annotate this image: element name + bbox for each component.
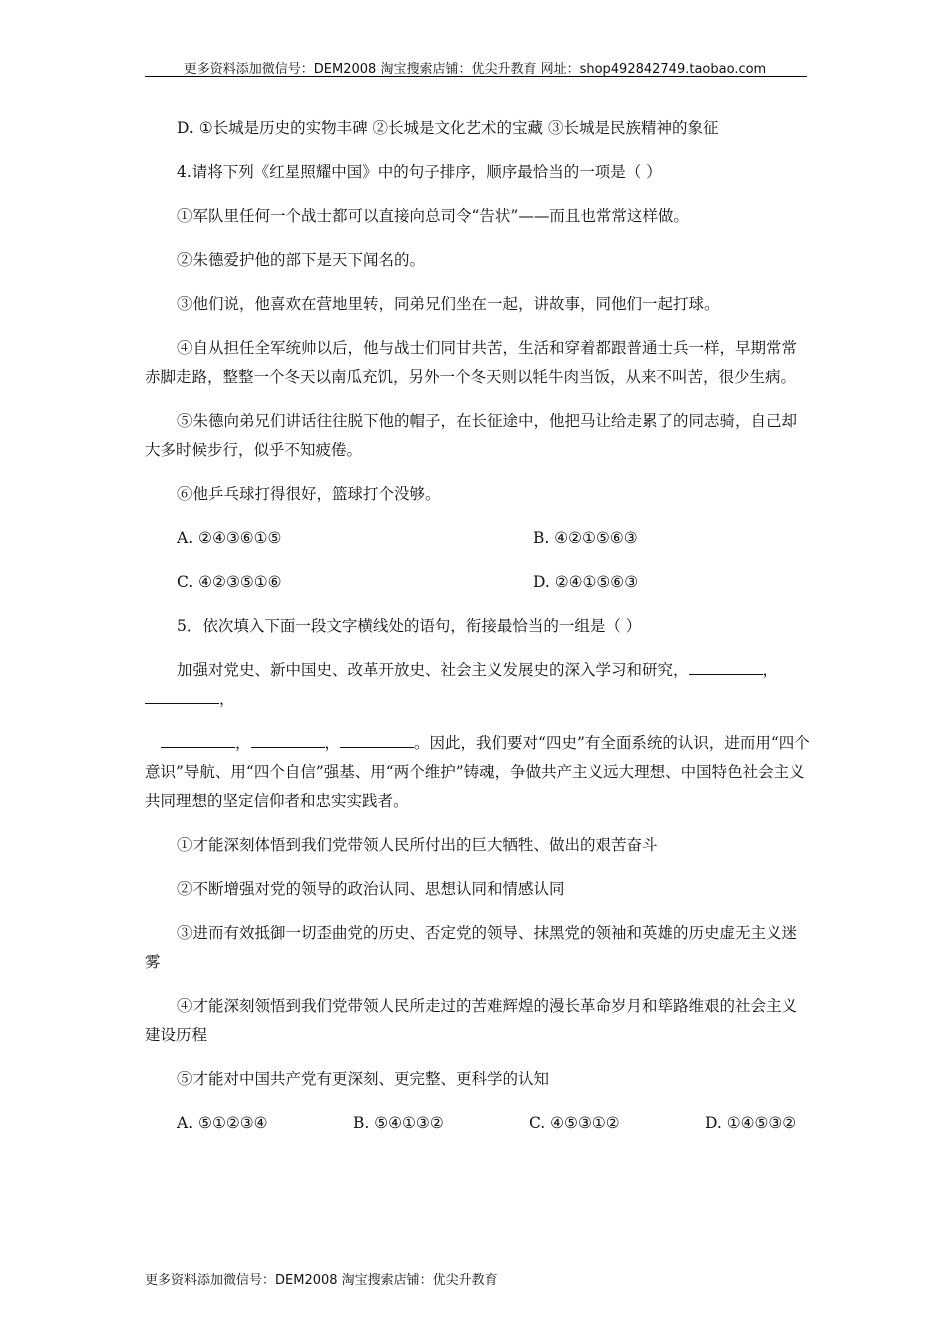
- q5-sentence-2: ②不断增强对党的领导的政治认同、思想认同和情感认同: [177, 880, 565, 898]
- q5-blank-3: [161, 733, 235, 748]
- q5-sentence-4: ④才能深刻领悟到我们党带领人民所走过的苦难辉煌的漫长革命岁月和筚路维艰的社会主义建设历程: [145, 997, 798, 1044]
- q4-sentence-3: ③他们说，他喜欢在营地里转，同弟兄们坐在一起，讲故事，同他们一起打球。: [177, 295, 720, 313]
- q5-blank-1: [689, 660, 763, 675]
- q5-passage-start: 加强对党史、新中国史、改革开放史、社会主义发展史的深入学习和研究，: [177, 661, 689, 679]
- q5-stem: 5．依次填入下面一段文字横线处的语句，衔接最恰当的一组是（ ）: [177, 617, 642, 635]
- q5-sentence-1: ①才能深刻体悟到我们党带领人民所付出的巨大牺牲、做出的艰苦奋斗: [177, 836, 658, 854]
- q5-sentence-5: ⑤才能对中国共产党有更深刻、更完整、更科学的认知: [177, 1070, 550, 1088]
- q5-option-b: B. ⑤④①③②: [353, 1114, 444, 1132]
- q5-sentence-3: ③进而有效抵御一切歪曲党的历史、否定党的领导、抹黑党的领袖和英雄的历史虚无主义迷雾: [145, 924, 798, 971]
- q5-blank-5: [340, 733, 414, 748]
- q5-passage-line-2: [145, 729, 810, 816]
- q5-options: [145, 1109, 810, 1138]
- q5-comma: ，: [762, 661, 779, 679]
- q4-option-c: C. ④②③⑤①⑥: [177, 573, 282, 591]
- q4-sentence-5: ⑤朱德向弟兄们讲话往往脱下他的帽子，在长征途中，他把马让给走累了的同志骑，自己却大多时候步行，似乎不知疲倦。: [145, 412, 798, 459]
- q4-option-d: D. ②④①⑤⑥③: [533, 573, 639, 591]
- q4-options-row-2: [145, 568, 810, 597]
- q4-options-row-1: [145, 524, 810, 553]
- q5-comma: ，: [324, 734, 341, 752]
- q5-blank-4: [251, 733, 325, 748]
- q5-comma: ，: [235, 734, 251, 752]
- document-body: [145, 114, 810, 1138]
- q4-stem: 4.请将下列《红星照耀中国》中的句子排序，顺序最恰当的一项是（ ）: [177, 163, 662, 181]
- q4-sentence-2: ②朱德爱护他的部下是天下闻名的。: [177, 251, 426, 269]
- header-divider: [145, 76, 807, 77]
- q5-option-d: D. ①④⑤③②: [705, 1114, 797, 1132]
- q5-option-a: A. ⑤①②③④: [177, 1114, 268, 1132]
- q4-option-b: B. ④②①⑤⑥③: [533, 529, 638, 547]
- q4-sentence-4: ④自从担任全军统帅以后，他与战士们同甘共苦，生活和穿着都跟普通士兵一样，早期常常赤脚走路，整整一个冬天以南瓜充饥，另外一个冬天则以牦牛肉当饭，从来不叫苦，很少生病。: [145, 339, 798, 386]
- page-footer: 更多资料添加微信号：DEM2008 淘宝搜索店铺：优尖升教育: [145, 1273, 498, 1288]
- q5-passage-end: 。因此，我们要对“四史”有全面系统的认识，进而用“四个意识”导航、用“四个自信”强基、用“两个维护”铸魂，争做共产主义远大理想、中国特色社会主义共同理想的坚定信仰者和忠实实践者。: [145, 734, 810, 810]
- q4-sentence-1: ①军队里任何一个战士都可以直接向总司令“告状”——而且也常常这样做。: [177, 207, 689, 225]
- q5-comma: ，: [219, 690, 235, 708]
- q4-option-a: A. ②④③⑥①⑤: [177, 529, 282, 547]
- page-header: 更多资料添加微信号：DEM2008 淘宝搜索店铺：优尖升教育 网址：shop492842749.taobao.com: [183, 62, 767, 77]
- q4-sentence-6: ⑥他乒乓球打得很好，篮球打个没够。: [177, 485, 441, 503]
- q5-passage-line-1: [145, 656, 810, 714]
- q5-blank-2: [145, 689, 219, 704]
- q3-option-d: D. ①长城是历史的实物丰碑 ②长城是文化艺术的宝藏 ③长城是民族精神的象征: [177, 119, 719, 137]
- q5-option-c: C. ④⑤③①②: [529, 1114, 620, 1132]
